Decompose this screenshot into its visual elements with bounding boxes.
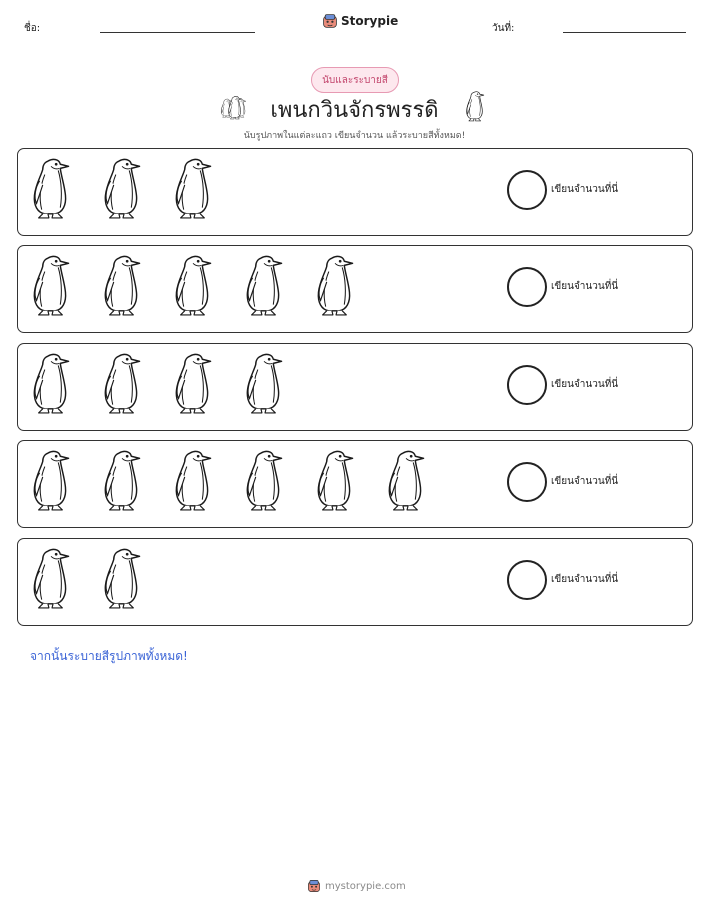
emperor-penguin-icon <box>314 448 356 512</box>
footer-url: mystorypie.com <box>325 880 406 892</box>
emperor-penguin-icon <box>385 448 427 512</box>
brand-logo <box>322 13 398 29</box>
emperor-penguin-icon <box>172 448 214 512</box>
storypie-mascot-icon <box>307 879 321 893</box>
emperor-penguin-icon <box>172 156 214 220</box>
emperor-penguin-icon <box>101 351 143 415</box>
instructions: นับรูปภาพในแต่ละแถว เขียนจำนวน แล้วระบายสีทั้งหมด! <box>243 131 466 141</box>
penguin-icon <box>464 90 486 122</box>
answer-circle[interactable] <box>507 462 547 502</box>
counting-row <box>17 440 693 528</box>
write-number-label: เขียนจำนวนที่นี่ <box>551 184 619 195</box>
emperor-penguin-icon <box>243 253 285 317</box>
emperor-penguin-icon <box>30 156 72 220</box>
counting-row <box>17 343 693 431</box>
date-label: วันที่: <box>492 23 515 34</box>
emperor-penguin-icon <box>243 448 285 512</box>
color-all-instruction: จากนั้นระบายสีรูปภาพทั้งหมด! <box>30 649 188 663</box>
emperor-penguin-icon <box>172 351 214 415</box>
emperor-penguin-icon <box>243 351 285 415</box>
emperor-penguin-icon <box>314 253 356 317</box>
write-number-label: เขียนจำนวนที่นี่ <box>551 574 619 585</box>
storypie-mascot-icon <box>322 13 338 29</box>
date-field[interactable] <box>563 32 686 33</box>
answer-circle[interactable] <box>507 560 547 600</box>
emperor-penguin-icon <box>101 156 143 220</box>
emperor-penguin-icon <box>101 253 143 317</box>
counting-row <box>17 245 693 333</box>
name-label: ชื่อ: <box>24 23 41 34</box>
counting-row <box>17 538 693 626</box>
write-number-label: เขียนจำนวนที่นี่ <box>551 281 619 292</box>
emperor-penguin-icon <box>101 448 143 512</box>
emperor-penguin-icon <box>30 546 72 610</box>
emperor-penguin-icon <box>30 351 72 415</box>
answer-circle[interactable] <box>507 170 547 210</box>
emperor-penguin-icon <box>101 546 143 610</box>
footer <box>307 879 406 893</box>
emperor-penguin-icon <box>30 253 72 317</box>
write-number-label: เขียนจำนวนที่นี่ <box>551 476 619 487</box>
emperor-penguin-icon <box>172 253 214 317</box>
counting-row <box>17 148 693 236</box>
write-number-label: เขียนจำนวนที่นี่ <box>551 379 619 390</box>
brand-name: Storypie <box>341 14 399 28</box>
emperor-penguin-icon <box>30 448 72 512</box>
worksheet-type-badge: นับและระบายสี <box>311 67 399 93</box>
answer-circle[interactable] <box>507 267 547 307</box>
name-field[interactable] <box>100 32 255 33</box>
answer-circle[interactable] <box>507 365 547 405</box>
page-title: เพนกวินจักรพรรดิ <box>270 98 439 123</box>
